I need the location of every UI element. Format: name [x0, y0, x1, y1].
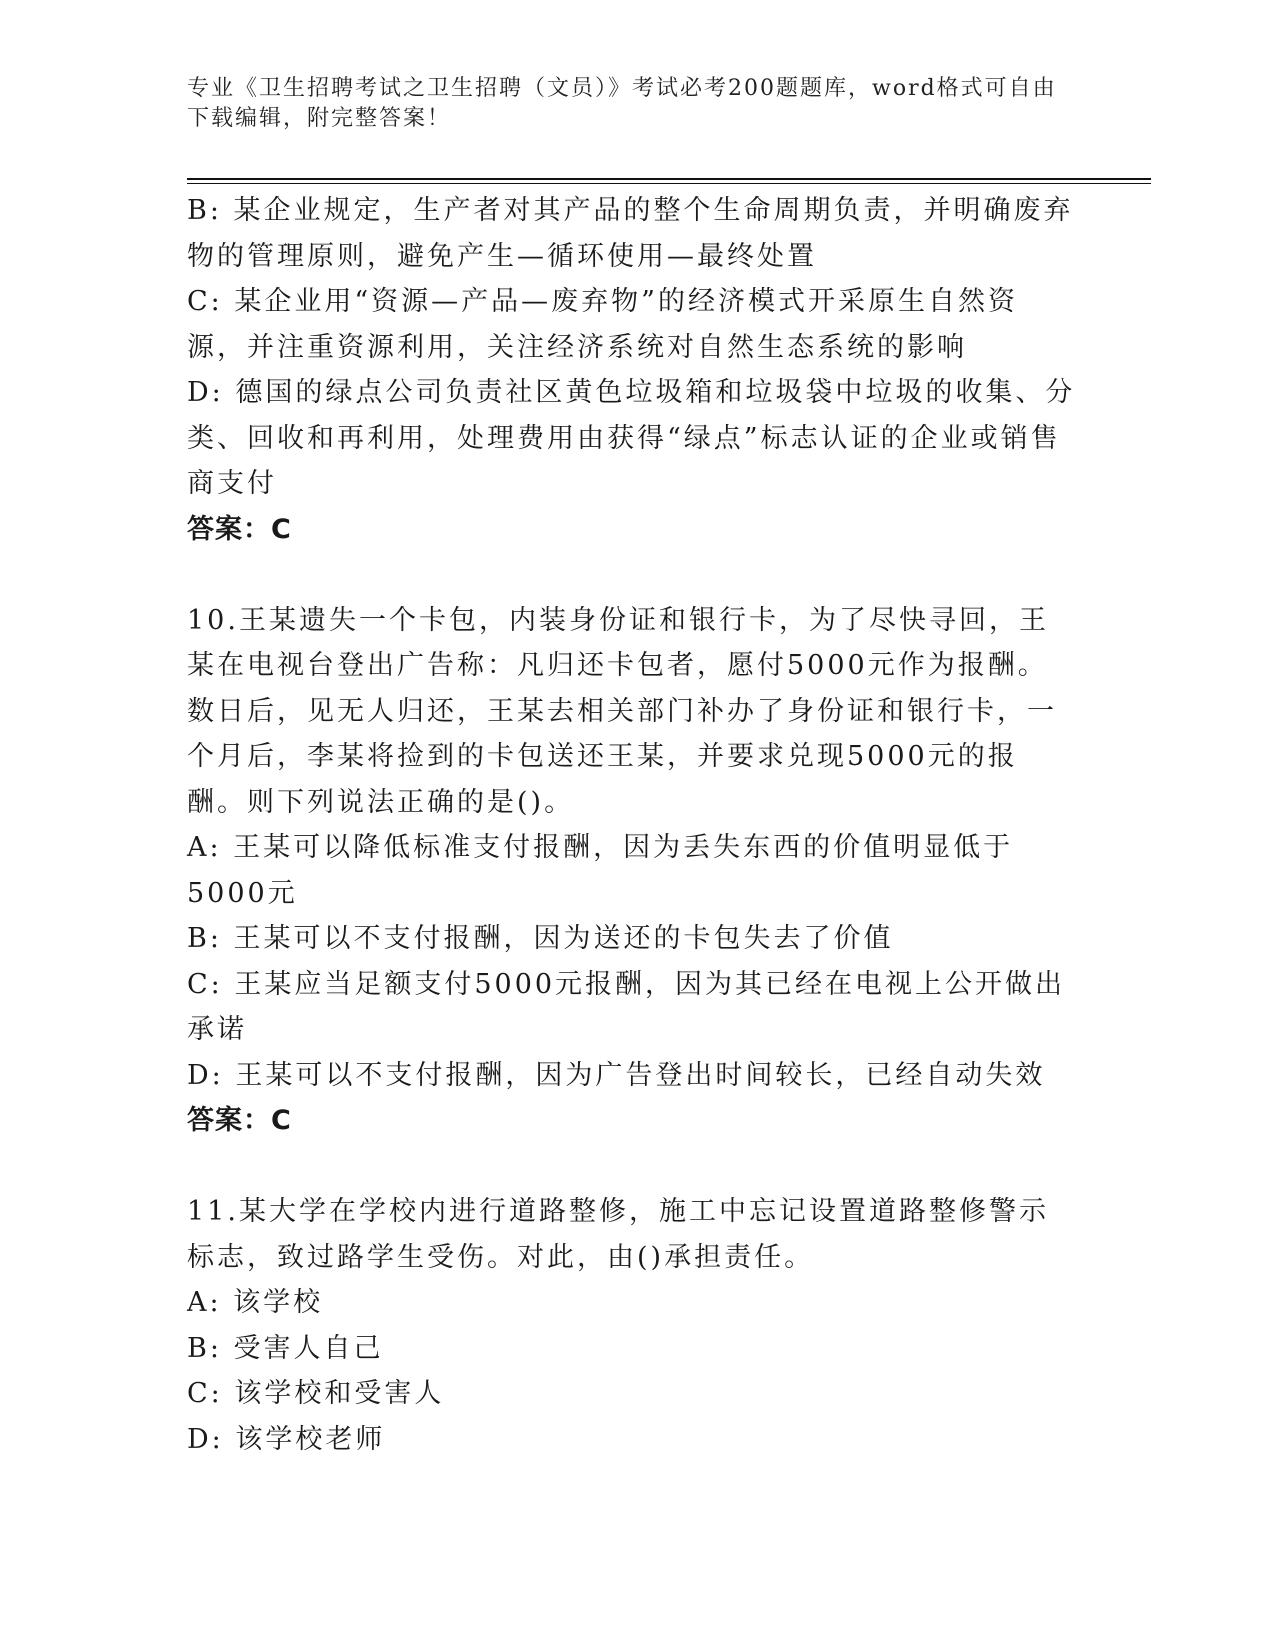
spacer [187, 552, 1077, 598]
q11-stem: 11.某大学在学校内进行道路整修，施工中忘记设置道路整修警示标志，致过路学生受伤。对此，由()承担责任。 [187, 1196, 1049, 1273]
document-header: 专业《卫生招聘考试之卫生招聘（文员）》考试必考200题题库，word格式可自由下载编辑，附完整答案！ [187, 76, 1057, 131]
q11-option-a: A: 该学校 [187, 1287, 324, 1318]
q10-answer: 答案：C [187, 1105, 292, 1136]
header-rule-thick [187, 178, 1151, 180]
question-9-tail [187, 188, 1077, 552]
q9-option-d: D: 德国的绿点公司负责社区黄色垃圾箱和垃圾袋中垃圾的收集、分类、回收和再利用，处理费用由获得“绿点”标志认证的企业或销售商支付 [187, 377, 1076, 499]
q11-option-d: D: 该学校老师 [187, 1423, 386, 1455]
question-10 [187, 598, 1077, 1144]
q9-option-b: B: 某企业规定，生产者对其产品的整个生命周期负责，并明确废弃物的管理原则，避免产生—循环使用—最终处置 [187, 195, 1074, 272]
q9-answer: 答案：C [187, 513, 292, 545]
q11-option-b: B: 受害人自己 [187, 1332, 384, 1364]
header-rule-thin [187, 183, 1151, 184]
q11-option-c: C: 该学校和受害人 [187, 1378, 445, 1409]
spacer [187, 1144, 1077, 1190]
q10-option-a: A: 王某可以降低标准支付报酬，因为丢失东西的价值明显低于5000元 [187, 832, 1014, 909]
question-11 [187, 1189, 1077, 1462]
q10-option-c: C: 王某应当足额支付5000元报酬，因为其已经在电视上公开做出承诺 [187, 968, 1066, 1045]
q10-option-b: B: 王某可以不支付报酬，因为送还的卡包失去了价值 [187, 923, 894, 954]
document-body [187, 188, 1077, 1462]
q10-stem: 10.王某遗失一个卡包，内装身份证和银行卡，为了尽快寻回，王某在电视台登出广告称：凡归还卡包者，愿付5000元作为报酬。数日后，见无人归还，王某去相关部门补办了身份证和银行卡，一个月后，李某将捡到的卡包送还王某，并要求兑现5000元的报酬。则下列说法正确的是()。 [187, 604, 1057, 818]
q9-option-c: C: 某企业用“资源—产品—废弃物”的经济模式开采原生自然资源，并注重资源利用，关注经济系统对自然生态系统的影响 [187, 286, 1018, 363]
q10-option-d: D: 王某可以不支付报酬，因为广告登出时间较长，已经自动失效 [187, 1059, 1046, 1091]
